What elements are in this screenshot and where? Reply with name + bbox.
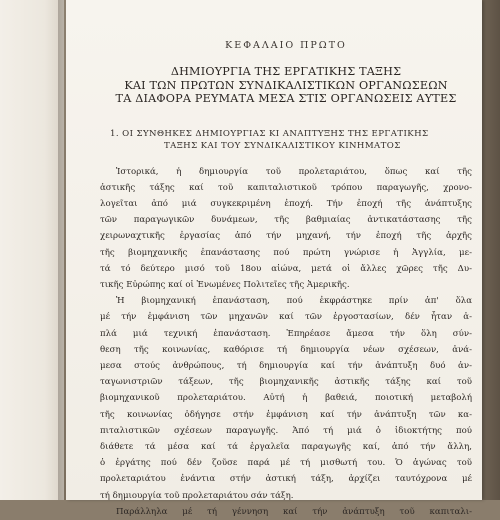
text-line: θεση τῆς κοινωνίας, καθόρισε τή δημιουργία νέων σχέσεων, ἀνά- bbox=[100, 344, 472, 355]
text-line: διάθετε τά μέσα καί τά ἐργαλεῖα παραγωγῆς καί, ἀπό τήν ἄλλη, bbox=[100, 441, 472, 452]
text-line: μεσα στούς ἀνθρώπους, τή δημιουργία καί τήν ἀνάπτυξη δυό ἀν- bbox=[100, 360, 472, 371]
section-heading-line: ΤΑΞΗΣ ΚΑΙ ΤΟΥ ΣΥΝΔΙΚΑΛΙΣΤΙΚΟΥ ΚΙΝΗΜΑΤΟΣ bbox=[164, 140, 401, 151]
text-line: τικῆς Εὐρώπης καί οἱ Ἑνωμένες Πολιτεῖες τῆς Ἀμερικῆς. bbox=[100, 279, 350, 290]
chapter-label: ΚΕΦΑΛΑΙΟ ΠΡΩΤΟ bbox=[225, 40, 347, 51]
chapter-title-line: ΤΑ ΔΙΑΦΟΡΑ ΡΕΥΜΑΤΑ ΜΕΣΑ ΣΤΙΣ ΟΡΓΑΝΩΣΕΙΣ ΑΥΤΕΣ bbox=[115, 92, 457, 105]
text-line: Ἡ βιομηχανική ἐπανάσταση, πού ἐκφράστηκε πρίν ἀπ' ὅλα bbox=[116, 296, 472, 307]
text-line: πιταλιστικῶν σχέσεων παραγωγῆς. Ἀπό τή μιά ὁ ἰδιοκτήτης πού bbox=[100, 425, 472, 436]
paragraph bbox=[100, 504, 472, 520]
chapter-title bbox=[100, 65, 472, 106]
paragraph bbox=[100, 164, 472, 294]
text-line: μέ τήν ἐμφάνιση τῶν μηχανῶν καί τῶν ἐργοστασίων, δέν ἦταν ἁ- bbox=[100, 312, 472, 323]
text-line: ἀστικῆς τάξης καί τοῦ καπιταλιστικοῦ τρόπου παραγωγῆς, χρονο- bbox=[100, 182, 472, 193]
text-line: ὁ ἐργάτης πού δέν ζοῦσε παρά μέ τή μισθωτή του. Ὁ ἀγώνας τοῦ bbox=[100, 458, 472, 469]
chapter-title-line: ΔΗΜΙΟΥΡΓΙΑ ΤΗΣ ΕΡΓΑΤΙΚΗΣ ΤΑΞΗΣ bbox=[170, 65, 402, 78]
paragraph bbox=[100, 293, 472, 504]
left-page-edge bbox=[0, 0, 64, 500]
text-line: τῶν παραγωγικῶν δυνάμεων, τῆς βαθμιαίας ἀντικατάστασης τῆς bbox=[100, 215, 472, 226]
text-line: πλά μιά τεχνική ἐπανάσταση. Ἐπηρέασε ἄμεσα τήν ὅλη σύν- bbox=[100, 328, 472, 339]
text-line: προλεταριάτου ἐνάντια στήν ἀστική τάξη, ἀρχίζει ταυτόχρονα μέ bbox=[100, 474, 472, 485]
page-content bbox=[100, 40, 472, 520]
text-line: Παράλληλα μέ τή γέννηση καί τήν ἀνάπτυξη τοῦ καπιταλι- bbox=[116, 506, 472, 517]
section-heading-line: 1. ΟΙ ΣΥΝΘΗΚΕΣ ΔΗΜΙΟΥΡΓΙΑΣ ΚΙ ΑΝΑΠΤΥΞΗΣ ΤΗΣ ΕΡΓΑΤΙΚΗΣ bbox=[110, 128, 429, 139]
text-line: λογεῖται ἀπό μιά συγκεκριμένη ἐποχή. Τήν ἐποχή τῆς ἀνάπτυξης bbox=[100, 198, 472, 209]
text-line: τῆς κοινωνίας ὁδήγησε στήν ἐμφάνιση καί τήν ἀνάπτυξη τῶν κα- bbox=[100, 409, 472, 420]
table-surface bbox=[482, 0, 500, 500]
text-line: τή δημιουργία τοῦ προλεταριάτου σάν τάξη. bbox=[100, 490, 294, 501]
text-line: Ἱστορικά, ἡ δημιουργία τοῦ προλεταριάτου, ὅπως καί τῆς bbox=[116, 166, 472, 177]
chapter-title-line: ΚΑΙ ΤΩΝ ΠΡΩΤΩΝ ΣΥΝΔΙΚΑΛΙΣΤΙΚΩΝ ΟΡΓΑΝΩΣΕΩΝ bbox=[124, 78, 448, 92]
text-line: βιομηχανικοῦ προλεταριάτου. Αὐτή ἡ βαθειά, ποιοτική μεταβολή bbox=[100, 393, 472, 404]
book-page bbox=[66, 0, 482, 517]
text-line: τῆς βιομηχανικῆς ἐπανάστασης πού πρώτη γνώρισε ἡ Ἀγγλία, με- bbox=[100, 247, 472, 258]
text-line: ταγωνιστριῶν τάξεων, τῆς βιομηχανικῆς ἀστικῆς τάξης καί τοῦ bbox=[100, 377, 472, 388]
section-heading bbox=[100, 128, 472, 152]
text-line: τά τό δεύτερο μισό τοῦ 18ου αἰώνα, μετά οἱ ἄλλες χῶρες τῆς Δυ- bbox=[100, 263, 472, 274]
text-line: χειρωναχτικῆς ἐργασίας ἀπό τήν μηχανή, τήν ἐποχή τῆς ἀρχῆς bbox=[100, 231, 472, 242]
